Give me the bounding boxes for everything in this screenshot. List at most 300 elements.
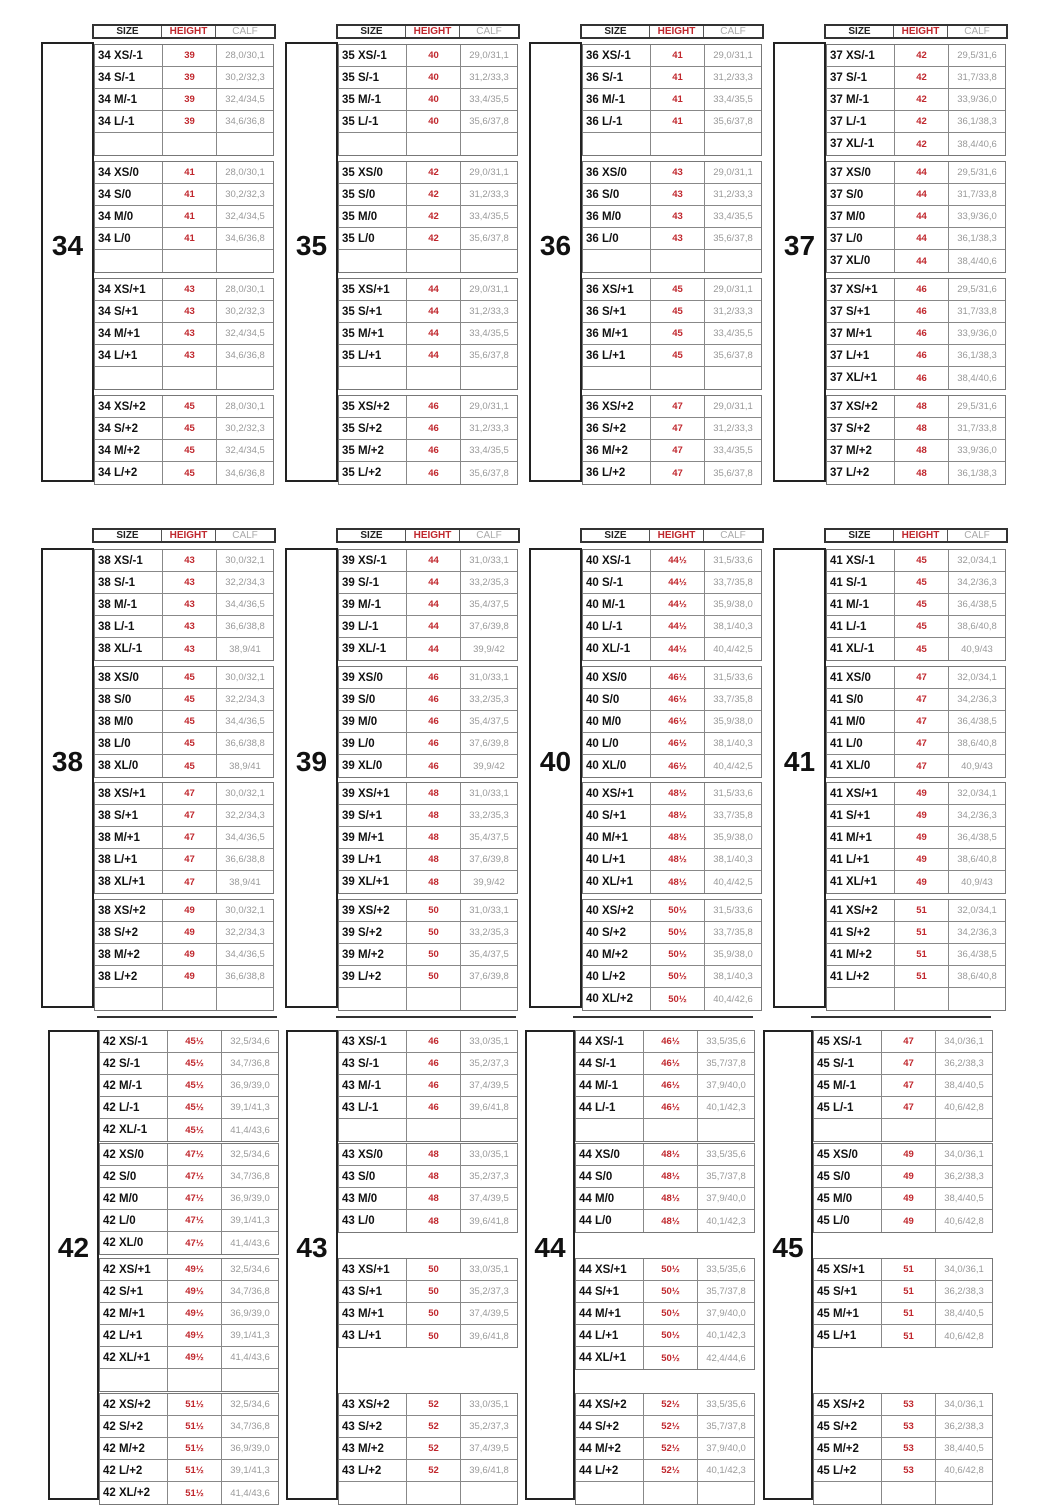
height-cell: 50: [407, 1259, 461, 1280]
calf-cell: 29,0/31,1: [469, 50, 509, 61]
size-cell: 44 XS/0: [576, 1144, 644, 1165]
height-cell: 47½: [168, 1166, 222, 1187]
calf-cell: 36,4/38,5: [957, 716, 997, 727]
size-cell: 41 XL/0: [827, 755, 895, 777]
table-row: [100, 1325, 278, 1347]
size-cell: 41 S/+1: [827, 805, 895, 826]
size-cell: 39 XL/-1: [339, 638, 407, 660]
size-cell: 44 L/+2: [576, 1460, 644, 1481]
height-cell: 48½: [644, 1188, 698, 1209]
size-cell: 44 S/+1: [576, 1281, 644, 1302]
height-cell: [163, 367, 217, 389]
size-cell: 40 S/+2: [583, 922, 651, 943]
table-row: [339, 1144, 517, 1166]
calf-cell: 34,7/36,8: [230, 1171, 270, 1182]
size-cell: 38 XL/-1: [95, 638, 163, 660]
height-cell: 51½: [168, 1482, 222, 1504]
height-cell: 50: [407, 1303, 461, 1324]
size-cell: 42 XS/0: [100, 1144, 168, 1165]
calf-cell: 33,4/35,5: [469, 445, 509, 456]
table-row: [827, 206, 1005, 228]
calf-cell: 40,1/42,3: [706, 1465, 746, 1476]
height-cell: 46: [407, 418, 461, 439]
height-cell: 46: [407, 1053, 461, 1074]
size-cell: 43 M/+1: [339, 1303, 407, 1324]
size-cell: 40 S/+1: [583, 805, 651, 826]
table-row: [576, 1281, 754, 1303]
size-group: [826, 395, 1006, 485]
calf-cell: 40,6/42,8: [944, 1465, 984, 1476]
size-cell: 38 L/+2: [95, 966, 163, 987]
size-cell: 35 L/-1: [339, 111, 407, 132]
header-calf: CALF: [232, 530, 258, 541]
size-group: [94, 161, 274, 273]
table-row: [576, 1075, 754, 1097]
size-cell: [814, 1482, 882, 1504]
table-row: [339, 440, 517, 462]
size-cell: 40 L/+1: [583, 849, 651, 870]
height-cell: 44: [407, 572, 461, 593]
height-cell: 48½: [651, 805, 705, 826]
table-row: [339, 1281, 517, 1303]
calf-cell: 36,9/39,0: [230, 1443, 270, 1454]
height-cell: 46: [407, 1075, 461, 1096]
table-row: [583, 667, 761, 689]
calf-cell: 29,0/31,1: [713, 401, 753, 412]
table-row: [576, 1166, 754, 1188]
size-cell: 40 XL/+1: [583, 871, 651, 893]
calf-cell: 32,2/34,3: [225, 927, 265, 938]
height-cell: 49: [882, 1166, 936, 1187]
table-row: [827, 849, 1005, 871]
table-row: [814, 1394, 992, 1416]
table-row: [95, 323, 273, 345]
calf-cell: 33,9/36,0: [957, 328, 997, 339]
height-cell: 40: [407, 67, 461, 88]
calf-cell: 38,6/40,8: [957, 854, 997, 865]
size-cell: 42 M/-1: [100, 1075, 168, 1096]
height-cell: 42: [407, 184, 461, 205]
size-cell: 39 XS/+2: [339, 900, 407, 921]
height-cell: 51½: [168, 1438, 222, 1459]
calf-cell: 40,4/42,5: [713, 643, 753, 655]
size-cell: 35 XS/-1: [339, 45, 407, 66]
calf-cell: 29,0/31,1: [469, 401, 509, 412]
height-cell: [651, 250, 705, 272]
table-row: [339, 755, 517, 777]
table-row: [339, 1416, 517, 1438]
calf-cell: 29,0/31,1: [469, 167, 509, 178]
size-block-label: 45: [772, 1232, 804, 1263]
calf-cell: 35,4/37,5: [469, 949, 509, 960]
height-cell: 50: [407, 900, 461, 921]
calf-cell: 31,2/33,3: [713, 189, 753, 200]
calf-cell: 36,2/38,3: [944, 1286, 984, 1297]
table-row: [583, 594, 761, 616]
height-cell: 41: [651, 67, 705, 88]
table-row: [827, 988, 1005, 1010]
size-cell: 44 M/-1: [576, 1075, 644, 1096]
height-cell: 51½: [168, 1460, 222, 1481]
calf-cell: 30,0/32,1: [225, 672, 265, 683]
calf-cell: 32,5/34,6: [230, 1149, 270, 1160]
calf-cell: 39,1/41,3: [230, 1465, 270, 1476]
size-cell: 38 XS/-1: [95, 550, 163, 571]
size-cell: 37 M/-1: [827, 89, 895, 110]
height-cell: 47: [882, 1053, 936, 1074]
table-row: [827, 755, 1005, 777]
size-cell: 43 M/+2: [339, 1438, 407, 1459]
height-cell: 46: [407, 1031, 461, 1052]
table-row: [100, 1482, 278, 1504]
height-cell: [163, 133, 217, 155]
height-cell: 50½: [651, 944, 705, 965]
calf-cell: 40,4/42,5: [713, 760, 753, 772]
calf-cell: 33,4/35,5: [469, 211, 509, 222]
calf-cell: 38,4/40,6: [957, 138, 997, 150]
size-cell: 35 M/+2: [339, 440, 407, 461]
table-row: [100, 1438, 278, 1460]
table-row: [583, 805, 761, 827]
table-row: [583, 616, 761, 638]
calf-cell: 33,5/35,6: [706, 1264, 746, 1275]
calf-cell: 38,9/41: [229, 643, 261, 655]
size-block-45: [763, 1030, 813, 1500]
size-block-35: [285, 42, 338, 482]
table-row: [583, 922, 761, 944]
height-cell: 41: [163, 184, 217, 205]
table-row: [100, 1144, 278, 1166]
size-group: [99, 1030, 279, 1142]
table-row: [827, 133, 1005, 155]
height-cell: 46: [407, 711, 461, 732]
height-cell: 53: [882, 1460, 936, 1481]
height-cell: 50½: [651, 900, 705, 921]
size-cell: 35 S/+1: [339, 301, 407, 322]
calf-cell: [705, 250, 761, 272]
calf-cell: 37,4/39,5: [469, 1308, 509, 1319]
height-cell: 45: [895, 572, 949, 593]
size-cell: [100, 1369, 168, 1391]
table-row: [576, 1259, 754, 1281]
height-cell: 52: [407, 1394, 461, 1415]
table-row: [827, 250, 1005, 272]
size-cell: 41 L/-1: [827, 616, 895, 637]
size-cell: 41 L/0: [827, 733, 895, 754]
height-cell: 39: [163, 89, 217, 110]
size-cell: 42 XS/-1: [100, 1031, 168, 1052]
height-cell: 44: [895, 206, 949, 227]
table-row: [814, 1482, 992, 1504]
size-cell: 40 M/0: [583, 711, 651, 732]
calf-cell: 28,0/30,1: [225, 401, 265, 412]
size-cell: 38 XS/+1: [95, 783, 163, 804]
size-cell: 38 S/+1: [95, 805, 163, 826]
table-row: [95, 733, 273, 755]
table-row: [583, 440, 761, 462]
table-row: [339, 345, 517, 367]
height-cell: 47: [163, 827, 217, 848]
size-cell: 37 M/0: [827, 206, 895, 227]
size-cell: 40 L/+2: [583, 966, 651, 987]
height-cell: 45½: [168, 1097, 222, 1118]
size-cell: 41 S/0: [827, 689, 895, 710]
calf-cell: 33,5/35,6: [706, 1149, 746, 1160]
calf-cell: [461, 988, 517, 1010]
height-cell: 51½: [168, 1416, 222, 1437]
table-row: [339, 228, 517, 250]
table-row: [100, 1369, 278, 1391]
size-cell: 38 XS/0: [95, 667, 163, 688]
table-row: [339, 922, 517, 944]
height-cell: 52½: [644, 1460, 698, 1481]
calf-cell: [698, 1482, 754, 1504]
table-row: [95, 944, 273, 966]
size-cell: 44 L/0: [576, 1210, 644, 1232]
calf-cell: 36,1/38,3: [957, 350, 997, 361]
size-cell: 41 M/0: [827, 711, 895, 732]
calf-cell: 39,1/41,3: [230, 1102, 270, 1113]
table-row: [576, 1416, 754, 1438]
calf-cell: 35,9/38,0: [713, 599, 753, 610]
calf-cell: 35,6/37,8: [713, 467, 753, 479]
header-calf: CALF: [964, 530, 990, 541]
calf-cell: 37,4/39,5: [469, 1080, 509, 1091]
calf-cell: 34,2/36,3: [957, 694, 997, 705]
header-line: [573, 1016, 753, 1018]
size-cell: 45 L/0: [814, 1210, 882, 1232]
calf-cell: 38,4/40,5: [944, 1443, 984, 1454]
table-row: [576, 1097, 754, 1119]
calf-cell: 38,1/40,3: [713, 854, 753, 865]
table-row: [95, 45, 273, 67]
table-row: [827, 45, 1005, 67]
table-row: [814, 1210, 992, 1232]
table-row: [339, 250, 517, 272]
calf-cell: 29,0/31,1: [713, 284, 753, 295]
size-cell: [576, 1119, 644, 1141]
size-cell: 36 S/+1: [583, 301, 651, 322]
height-cell: 50: [407, 944, 461, 965]
calf-cell: 32,4/34,5: [225, 328, 265, 339]
height-cell: 41: [651, 45, 705, 66]
calf-cell: 31,0/33,1: [469, 555, 509, 566]
height-cell: 49: [895, 871, 949, 893]
height-cell: 47: [163, 849, 217, 870]
calf-cell: [222, 1369, 278, 1391]
size-cell: [827, 988, 895, 1010]
table-row: [339, 1460, 517, 1482]
height-cell: 47: [651, 462, 705, 484]
table-row: [827, 966, 1005, 988]
height-cell: 50: [407, 1281, 461, 1302]
size-cell: 35 L/0: [339, 228, 407, 249]
table-row: [95, 89, 273, 111]
height-cell: 42: [407, 206, 461, 227]
height-cell: 49: [895, 827, 949, 848]
calf-cell: 34,4/36,5: [225, 599, 265, 610]
table-row: [100, 1166, 278, 1188]
height-cell: [651, 133, 705, 155]
height-cell: 45: [895, 638, 949, 660]
size-cell: 44 S/0: [576, 1166, 644, 1187]
height-cell: 49½: [168, 1281, 222, 1302]
size-cell: 43 S/0: [339, 1166, 407, 1187]
height-cell: 48½: [651, 871, 705, 893]
height-cell: 44½: [651, 572, 705, 593]
height-cell: [163, 988, 217, 1010]
calf-cell: 33,2/35,3: [469, 927, 509, 938]
calf-cell: 32,5/34,6: [230, 1399, 270, 1410]
calf-cell: 34,7/36,8: [230, 1058, 270, 1069]
calf-cell: 35,6/37,8: [713, 350, 753, 361]
size-cell: 41 S/-1: [827, 572, 895, 593]
table-row: [583, 111, 761, 133]
size-cell: 39 M/-1: [339, 594, 407, 615]
size-group: [575, 1258, 755, 1370]
height-cell: 46: [407, 462, 461, 484]
calf-cell: 35,7/37,8: [706, 1421, 746, 1432]
table-row: [827, 367, 1005, 389]
size-cell: 39 XS/-1: [339, 550, 407, 571]
calf-cell: 35,6/37,8: [469, 233, 509, 244]
size-cell: 36 L/0: [583, 228, 651, 249]
size-cell: 40 S/0: [583, 689, 651, 710]
size-cell: 42 L/0: [100, 1210, 168, 1231]
size-group: [826, 161, 1006, 273]
height-cell: 52: [407, 1416, 461, 1437]
size-cell: 35 M/0: [339, 206, 407, 227]
size-block-39: [285, 548, 338, 1008]
size-cell: 44 S/+2: [576, 1416, 644, 1437]
table-row: [339, 418, 517, 440]
size-cell: 38 L/+1: [95, 849, 163, 870]
size-cell: 35 L/+2: [339, 462, 407, 484]
size-cell: 39 M/+2: [339, 944, 407, 965]
height-cell: 46: [407, 733, 461, 754]
height-cell: 50½: [651, 922, 705, 943]
height-cell: 47: [882, 1031, 936, 1052]
column-header: [824, 528, 1008, 543]
size-cell: 44 L/-1: [576, 1097, 644, 1118]
calf-cell: 31,5/33,6: [713, 788, 753, 799]
calf-cell: 33,0/35,1: [469, 1399, 509, 1410]
size-group: [338, 1143, 518, 1233]
size-cell: 42 XS/+2: [100, 1394, 168, 1415]
size-group: [582, 666, 762, 778]
size-group: [813, 1258, 993, 1348]
height-cell: 46: [895, 323, 949, 344]
size-group: [99, 1393, 279, 1505]
height-cell: 46: [895, 279, 949, 300]
table-row: [576, 1303, 754, 1325]
height-cell: 51: [895, 966, 949, 987]
size-cell: 34 L/0: [95, 228, 163, 249]
height-cell: 43: [163, 594, 217, 615]
table-row: [827, 396, 1005, 418]
size-cell: 39 M/0: [339, 711, 407, 732]
size-cell: 36 S/+2: [583, 418, 651, 439]
size-cell: 34 M/-1: [95, 89, 163, 110]
table-row: [583, 206, 761, 228]
height-cell: 49: [163, 900, 217, 921]
calf-cell: 32,2/34,3: [225, 577, 265, 588]
table-row: [339, 206, 517, 228]
calf-cell: 35,4/37,5: [469, 832, 509, 843]
size-group: [826, 278, 1006, 390]
calf-cell: 39,6/41,8: [469, 1330, 509, 1342]
table-row: [583, 462, 761, 484]
height-cell: 46: [895, 367, 949, 389]
calf-cell: 40,9/43: [961, 760, 993, 772]
calf-cell: 31,2/33,3: [469, 189, 509, 200]
height-cell: 43: [163, 345, 217, 366]
height-cell: 40: [407, 111, 461, 132]
calf-cell: 34,2/36,3: [957, 927, 997, 938]
height-cell: 47½: [168, 1232, 222, 1254]
calf-cell: [461, 1482, 517, 1504]
table-row: [339, 1438, 517, 1460]
calf-cell: 33,0/35,1: [469, 1036, 509, 1047]
calf-cell: 33,9/36,0: [957, 94, 997, 105]
size-cell: 41 XS/+1: [827, 783, 895, 804]
height-cell: 47: [163, 805, 217, 826]
size-cell: 36 L/-1: [583, 111, 651, 132]
height-cell: [895, 988, 949, 1010]
size-cell: 42 M/+2: [100, 1438, 168, 1459]
table-row: [827, 301, 1005, 323]
size-cell: [583, 250, 651, 272]
size-cell: 34 S/+1: [95, 301, 163, 322]
calf-cell: 33,2/35,3: [469, 810, 509, 821]
calf-cell: 38,6/40,8: [957, 621, 997, 632]
table-row: [95, 922, 273, 944]
size-group: [338, 899, 518, 1011]
size-cell: 36 S/0: [583, 184, 651, 205]
header-height: HEIGHT: [162, 530, 216, 541]
size-cell: 34 M/+2: [95, 440, 163, 461]
height-cell: [163, 250, 217, 272]
calf-cell: 36,6/38,8: [225, 738, 265, 749]
size-group: [582, 782, 762, 894]
size-cell: 42 S/0: [100, 1166, 168, 1187]
header-line: [811, 1016, 991, 1018]
calf-cell: 33,4/35,5: [713, 211, 753, 222]
height-cell: 42: [895, 111, 949, 132]
size-cell: 35 S/+2: [339, 418, 407, 439]
calf-cell: 29,5/31,6: [957, 284, 997, 295]
size-cell: 40 S/-1: [583, 572, 651, 593]
calf-cell: 32,0/34,1: [957, 905, 997, 916]
calf-cell: 33,4/35,5: [713, 328, 753, 339]
calf-cell: 32,0/34,1: [957, 672, 997, 683]
table-row: [100, 1232, 278, 1254]
size-cell: 37 S/+1: [827, 301, 895, 322]
size-cell: 37 XS/+2: [827, 396, 895, 417]
calf-cell: 40,6/42,8: [944, 1102, 984, 1113]
size-block-34: [41, 42, 94, 482]
calf-cell: 33,5/35,6: [706, 1036, 746, 1047]
size-cell: 37 XL/-1: [827, 133, 895, 155]
table-row: [827, 323, 1005, 345]
size-cell: 35 M/-1: [339, 89, 407, 110]
calf-cell: 38,6/40,8: [957, 971, 997, 982]
header-height: HEIGHT: [650, 530, 704, 541]
table-row: [583, 418, 761, 440]
height-cell: 44: [407, 638, 461, 660]
table-row: [100, 1259, 278, 1281]
height-cell: 44½: [651, 616, 705, 637]
